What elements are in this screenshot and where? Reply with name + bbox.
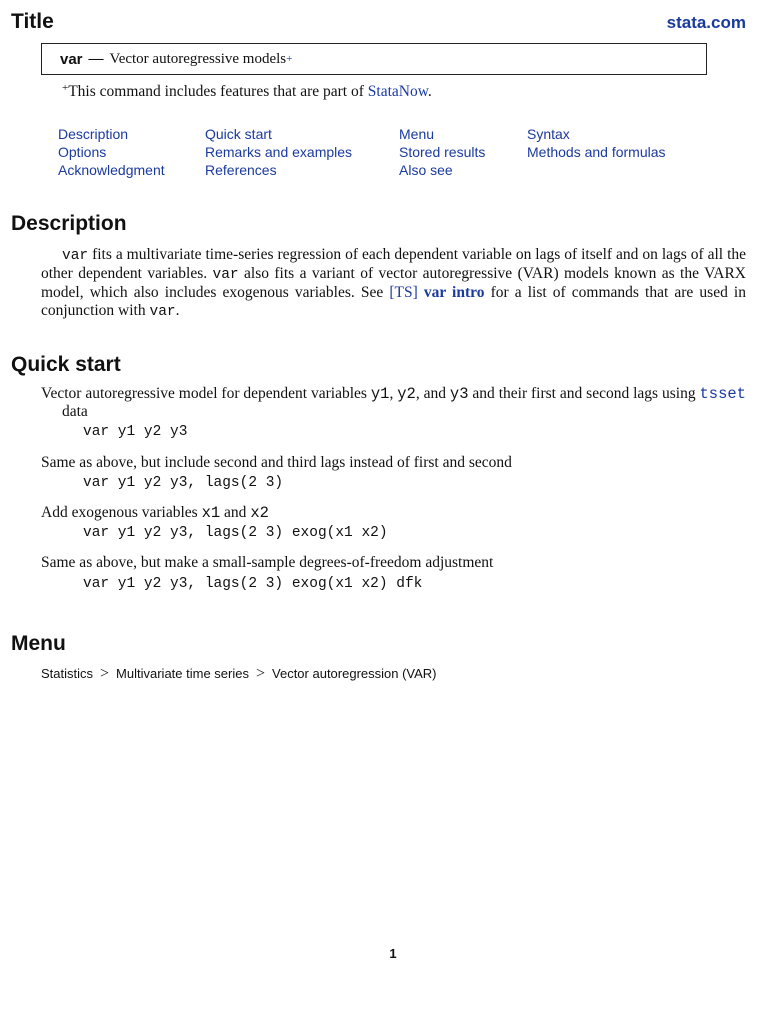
title-box xyxy=(41,43,707,75)
section-title-label: Title xyxy=(11,10,54,33)
quick-start-item-3: Add exogenous variables x1 and x2 xyxy=(41,504,269,522)
code-example-2: var y1 y2 y3, lags(2 3) xyxy=(83,475,284,491)
nav-link-also-see[interactable]: Also see xyxy=(399,162,453,178)
nav-link-options[interactable]: Options xyxy=(58,144,107,160)
menu-separator: > xyxy=(255,665,266,682)
nav-link-syntax[interactable]: Syntax xyxy=(527,126,570,142)
quick-start-heading: Quick start xyxy=(11,353,121,376)
quick-start-item-2: Same as above, but include second and third lags instead of first and second xyxy=(41,454,512,471)
title-dash: — xyxy=(88,50,104,67)
command-description: Vector autoregressive models xyxy=(109,50,287,67)
note-marker: + xyxy=(62,82,69,94)
nav-link-references[interactable]: References xyxy=(205,162,277,178)
menu-path-statistics: Statistics xyxy=(41,666,94,681)
var-intro-link[interactable]: var intro xyxy=(423,284,485,301)
nav-link-description[interactable]: Description xyxy=(58,126,129,142)
menu-path-var: Vector autoregression (VAR) xyxy=(272,666,437,681)
nav-link-stored-results[interactable]: Stored results xyxy=(399,144,486,160)
page-number: 1 xyxy=(389,946,397,961)
stata-site-link[interactable]: stata.com xyxy=(666,13,746,32)
nav-column-1 xyxy=(58,125,165,179)
nav-link-acknowledgment[interactable]: Acknowledgment xyxy=(58,162,165,178)
tsset-link[interactable]: tsset xyxy=(699,385,746,403)
code-example-3: var y1 y2 y3, lags(2 3) exog(x1 x2) xyxy=(83,525,388,541)
nav-column-2 xyxy=(205,125,352,179)
nav-column-3 xyxy=(399,125,485,179)
statanow-note: +This command includes features that are part of StataNow. xyxy=(62,82,432,100)
menu-path-multivariate: Multivariate time series xyxy=(116,666,249,681)
code-example-4: var y1 y2 y3, lags(2 3) exog(x1 x2) dfk xyxy=(83,576,423,592)
nav-column-4 xyxy=(527,125,666,161)
command-name: var xyxy=(60,50,83,68)
menu-separator: > xyxy=(100,665,110,682)
menu-path xyxy=(41,665,437,683)
description-paragraph: var fits a multivariate time-series regression of each dependent variable on lags of itself and on lags of all the other dependent variables. var also fits a variant of vector autoregressive (VAR) models known as the VARX model, which also includes exogenous variables. See [TS] var intro for a list of commands that are used in conjunction with var. xyxy=(41,246,746,320)
description-heading: Description xyxy=(11,212,127,235)
quick-start-item-1: Vector autoregressive model for dependent variables y1, y2, and y3 and their first and second lags using tsset data xyxy=(41,385,746,420)
statanow-marker: + xyxy=(286,53,293,65)
statanow-link[interactable]: StataNow xyxy=(367,83,428,100)
nav-link-methods[interactable]: Methods and formulas xyxy=(527,144,666,160)
ts-ref-link[interactable]: [TS] xyxy=(389,284,418,301)
menu-heading: Menu xyxy=(11,632,66,655)
nav-link-quick-start[interactable]: Quick start xyxy=(205,126,272,142)
quick-start-item-4: Same as above, but make a small-sample degrees-of-freedom adjustment xyxy=(41,554,494,571)
nav-link-remarks[interactable]: Remarks and examples xyxy=(205,144,353,160)
nav-link-menu[interactable]: Menu xyxy=(399,126,435,142)
code-example-1: var y1 y2 y3 xyxy=(83,424,188,440)
